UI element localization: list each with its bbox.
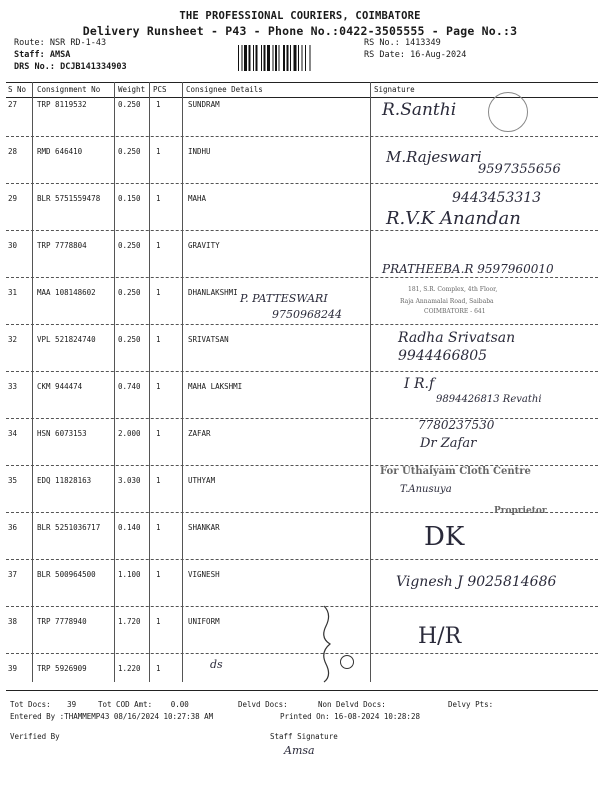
- signature-row-34-name: Dr Zafar: [420, 436, 477, 451]
- cell-sno: 38: [8, 617, 18, 626]
- cell-consignee: MAHA: [188, 194, 207, 203]
- signature-row-28-phone: 9597355656: [478, 162, 561, 177]
- cell-consignment: BLR 500964500: [37, 570, 96, 579]
- cell-consignment: RMD 646410: [37, 147, 83, 156]
- signature-row-32-name: Radha Srivatsan: [398, 330, 516, 346]
- cell-pcs: 1: [156, 382, 161, 391]
- cell-consignment: BLR 5751559478: [37, 194, 101, 203]
- cell-consignment: TRP 5926909: [37, 664, 87, 673]
- cell-consignee: ZAFAR: [188, 429, 211, 438]
- cell-consignment: VPL 521824740: [37, 335, 96, 344]
- runsheet-subtitle: Delivery Runsheet - P43 - Phone No.:0422-3505555 - Page No.:3: [82, 24, 518, 38]
- table-row: [6, 520, 598, 560]
- col-sno: S No: [8, 85, 27, 94]
- table-row: [6, 614, 598, 654]
- delvd-docs-label: Delvd Docs:: [238, 700, 288, 709]
- row-separator: [6, 277, 598, 278]
- signature-row-33-phone: 9894426813 Revathi: [436, 394, 542, 405]
- staff-line: [14, 50, 70, 60]
- rs-no-label: RS No.:: [364, 38, 400, 48]
- cell-consignment: BLR 5251036717: [37, 523, 101, 532]
- drs-label: DRS No.:: [14, 62, 55, 72]
- cell-sno: 39: [8, 664, 18, 673]
- cell-weight: 0.740: [118, 382, 141, 391]
- non-delvd-docs-label: Non Delvd Docs:: [318, 700, 386, 709]
- cell-sno: 32: [8, 335, 18, 344]
- row-separator: [6, 183, 598, 184]
- cell-sno: 36: [8, 523, 18, 532]
- cell-consignee: SHANKAR: [188, 523, 220, 532]
- table-row: [6, 426, 598, 466]
- row-separator: [6, 653, 598, 654]
- company-title: THE PROFESSIONAL COURIERS, COIMBATORE: [179, 10, 421, 22]
- staff-label: Staff:: [14, 50, 45, 60]
- signature-row-32-phone: 9944466805: [398, 348, 488, 364]
- cell-pcs: 1: [156, 288, 161, 297]
- cell-sno: 35: [8, 476, 18, 485]
- cell-consignment: HSN 6073153: [37, 429, 87, 438]
- signature-row-36: DK: [424, 522, 465, 552]
- cell-weight: 0.150: [118, 194, 141, 203]
- cell-pcs: 1: [156, 664, 161, 673]
- entered-by: Entered By :THAMMEMP43 08/16/2024 10:27:38 AM: [10, 712, 214, 721]
- route-label: Route:: [14, 38, 45, 48]
- signature-row-37: Vignesh J 9025814686: [396, 574, 557, 590]
- cell-weight: 0.250: [118, 335, 141, 344]
- stamp-row-35-company: For Uthaiyam Cloth Centre: [380, 466, 531, 477]
- col-weight: Weight: [118, 85, 146, 94]
- route-value: NSR RD-1-43: [49, 38, 107, 48]
- signature-row-31-phone: 9750968244: [272, 308, 342, 321]
- col-signature: Signature: [374, 85, 415, 94]
- cell-consignment: CKM 944474: [37, 382, 83, 391]
- table-row: [6, 661, 598, 683]
- curly-brace-icon: [318, 604, 338, 684]
- signature-row-27: R.Santhi: [382, 100, 457, 120]
- row-separator: [6, 559, 598, 560]
- staff-signature-label: Staff Signature: [270, 732, 338, 741]
- tot-docs-label: Tot Docs:: [10, 700, 51, 709]
- cell-pcs: 1: [156, 335, 161, 344]
- cell-consignment: MAA 108148602: [37, 288, 96, 297]
- tot-cod-value: 0.00: [170, 700, 189, 709]
- cell-consignment: EDQ 11828163: [37, 476, 92, 485]
- cell-sno: 37: [8, 570, 18, 579]
- cell-pcs: 1: [156, 429, 161, 438]
- cell-consignee: UNIFORM: [188, 617, 220, 626]
- cell-consignee: MAHA LAKSHMI: [188, 382, 243, 391]
- cell-consignee: SRIVATSAN: [188, 335, 229, 344]
- circle-mark-icon: [340, 655, 354, 669]
- cell-weight: 1.720: [118, 617, 141, 626]
- delvy-pts-label: Delvy Pts:: [448, 700, 494, 709]
- stamp-row-31-line2: Raja Annamalai Road, Saibaba: [400, 298, 494, 305]
- cell-consignee: SUNDRAM: [188, 100, 220, 109]
- signature-row-29-name: R.V.K Anandan: [386, 208, 521, 229]
- col-consignment: Consignment No: [37, 85, 101, 94]
- cell-weight: 0.250: [118, 100, 141, 109]
- row-separator: [6, 606, 598, 607]
- cell-weight: 0.250: [118, 147, 141, 156]
- signature-row-29-phone: 9443453313: [452, 190, 542, 206]
- tot-cod-label: Tot COD Amt:: [98, 700, 153, 709]
- cell-consignee: DHANLAKSHMI: [188, 288, 238, 297]
- cell-sno: 34: [8, 429, 18, 438]
- cell-pcs: 1: [156, 100, 161, 109]
- tot-cod: [98, 700, 189, 709]
- cell-consignee: INDHU: [188, 147, 211, 156]
- cell-consignment: TRP 7778804: [37, 241, 87, 250]
- staff-value: AMSA: [49, 50, 71, 60]
- row-separator: [6, 324, 598, 325]
- signature-row-39: ds: [210, 658, 223, 671]
- cell-sno: 28: [8, 147, 18, 156]
- cell-pcs: 1: [156, 194, 161, 203]
- stamp-row-31-line1: 181, S.R. Complex, 4th Floor,: [408, 286, 498, 293]
- cell-weight: 3.030: [118, 476, 141, 485]
- barcode-image: [238, 45, 358, 71]
- cell-weight: 1.100: [118, 570, 141, 579]
- signature-row-35: T.Anusuya: [400, 484, 452, 495]
- cell-pcs: 1: [156, 523, 161, 532]
- col-pcs: PCS: [153, 85, 167, 94]
- verified-by: Verified By: [10, 732, 60, 741]
- signature-row-30: PRATHEEBA.R 9597960010: [382, 262, 554, 276]
- cell-consignee: GRAVITY: [188, 241, 220, 250]
- staff-signature-handwritten: Amsa: [284, 744, 315, 757]
- tot-docs: [10, 700, 76, 709]
- signature-row-31-name: P. PATTESWARI: [240, 292, 328, 305]
- rs-no-value: 1413349: [404, 38, 441, 48]
- cell-sno: 33: [8, 382, 18, 391]
- cell-weight: 2.000: [118, 429, 141, 438]
- rs-no-line: [364, 38, 441, 48]
- cell-pcs: 1: [156, 570, 161, 579]
- cell-pcs: 1: [156, 476, 161, 485]
- drs-line: [14, 62, 127, 72]
- signature-row-33-initials: I R.f: [404, 376, 435, 392]
- cell-pcs: 1: [156, 617, 161, 626]
- stamp-row-35-proprietor: Proprietor: [494, 506, 547, 516]
- cell-weight: 0.250: [118, 288, 141, 297]
- rs-date-line: [364, 50, 466, 60]
- row-separator: [6, 418, 598, 419]
- cell-consignee: VIGNESH: [188, 570, 220, 579]
- row-separator: [6, 230, 598, 231]
- rs-date-value: 16-Aug-2024: [410, 50, 467, 60]
- cell-consignee: UTHYAM: [188, 476, 216, 485]
- round-stamp-icon: [488, 92, 528, 132]
- drs-value: DCJB141334903: [60, 62, 127, 72]
- signature-row-38: H/R: [418, 624, 462, 649]
- cell-weight: 1.220: [118, 664, 141, 673]
- cell-sno: 27: [8, 100, 18, 109]
- cell-weight: 0.250: [118, 241, 141, 250]
- cell-sno: 31: [8, 288, 18, 297]
- signature-row-34-phone: 7780237530: [418, 418, 495, 432]
- cell-consignment: TRP 8119532: [37, 100, 87, 109]
- cell-pcs: 1: [156, 147, 161, 156]
- signature-row-28-name: M.Rajeswari: [386, 148, 482, 166]
- route-line: [14, 38, 106, 48]
- col-consignee: Consignee Details: [186, 85, 263, 94]
- cell-weight: 0.140: [118, 523, 141, 532]
- row-separator: [6, 136, 598, 137]
- table-bottom-rule: [6, 690, 598, 691]
- cell-consignment: TRP 7778940: [37, 617, 87, 626]
- rs-date-label: RS Date:: [364, 50, 405, 60]
- cell-sno: 29: [8, 194, 18, 203]
- printed-on: Printed On: 16-08-2024 10:28:28: [280, 712, 420, 721]
- stamp-row-31-line3: COIMBATORE - 641: [424, 308, 486, 315]
- row-separator: [6, 371, 598, 372]
- cell-pcs: 1: [156, 241, 161, 250]
- tot-docs-value: 39: [67, 700, 77, 709]
- cell-sno: 30: [8, 241, 18, 250]
